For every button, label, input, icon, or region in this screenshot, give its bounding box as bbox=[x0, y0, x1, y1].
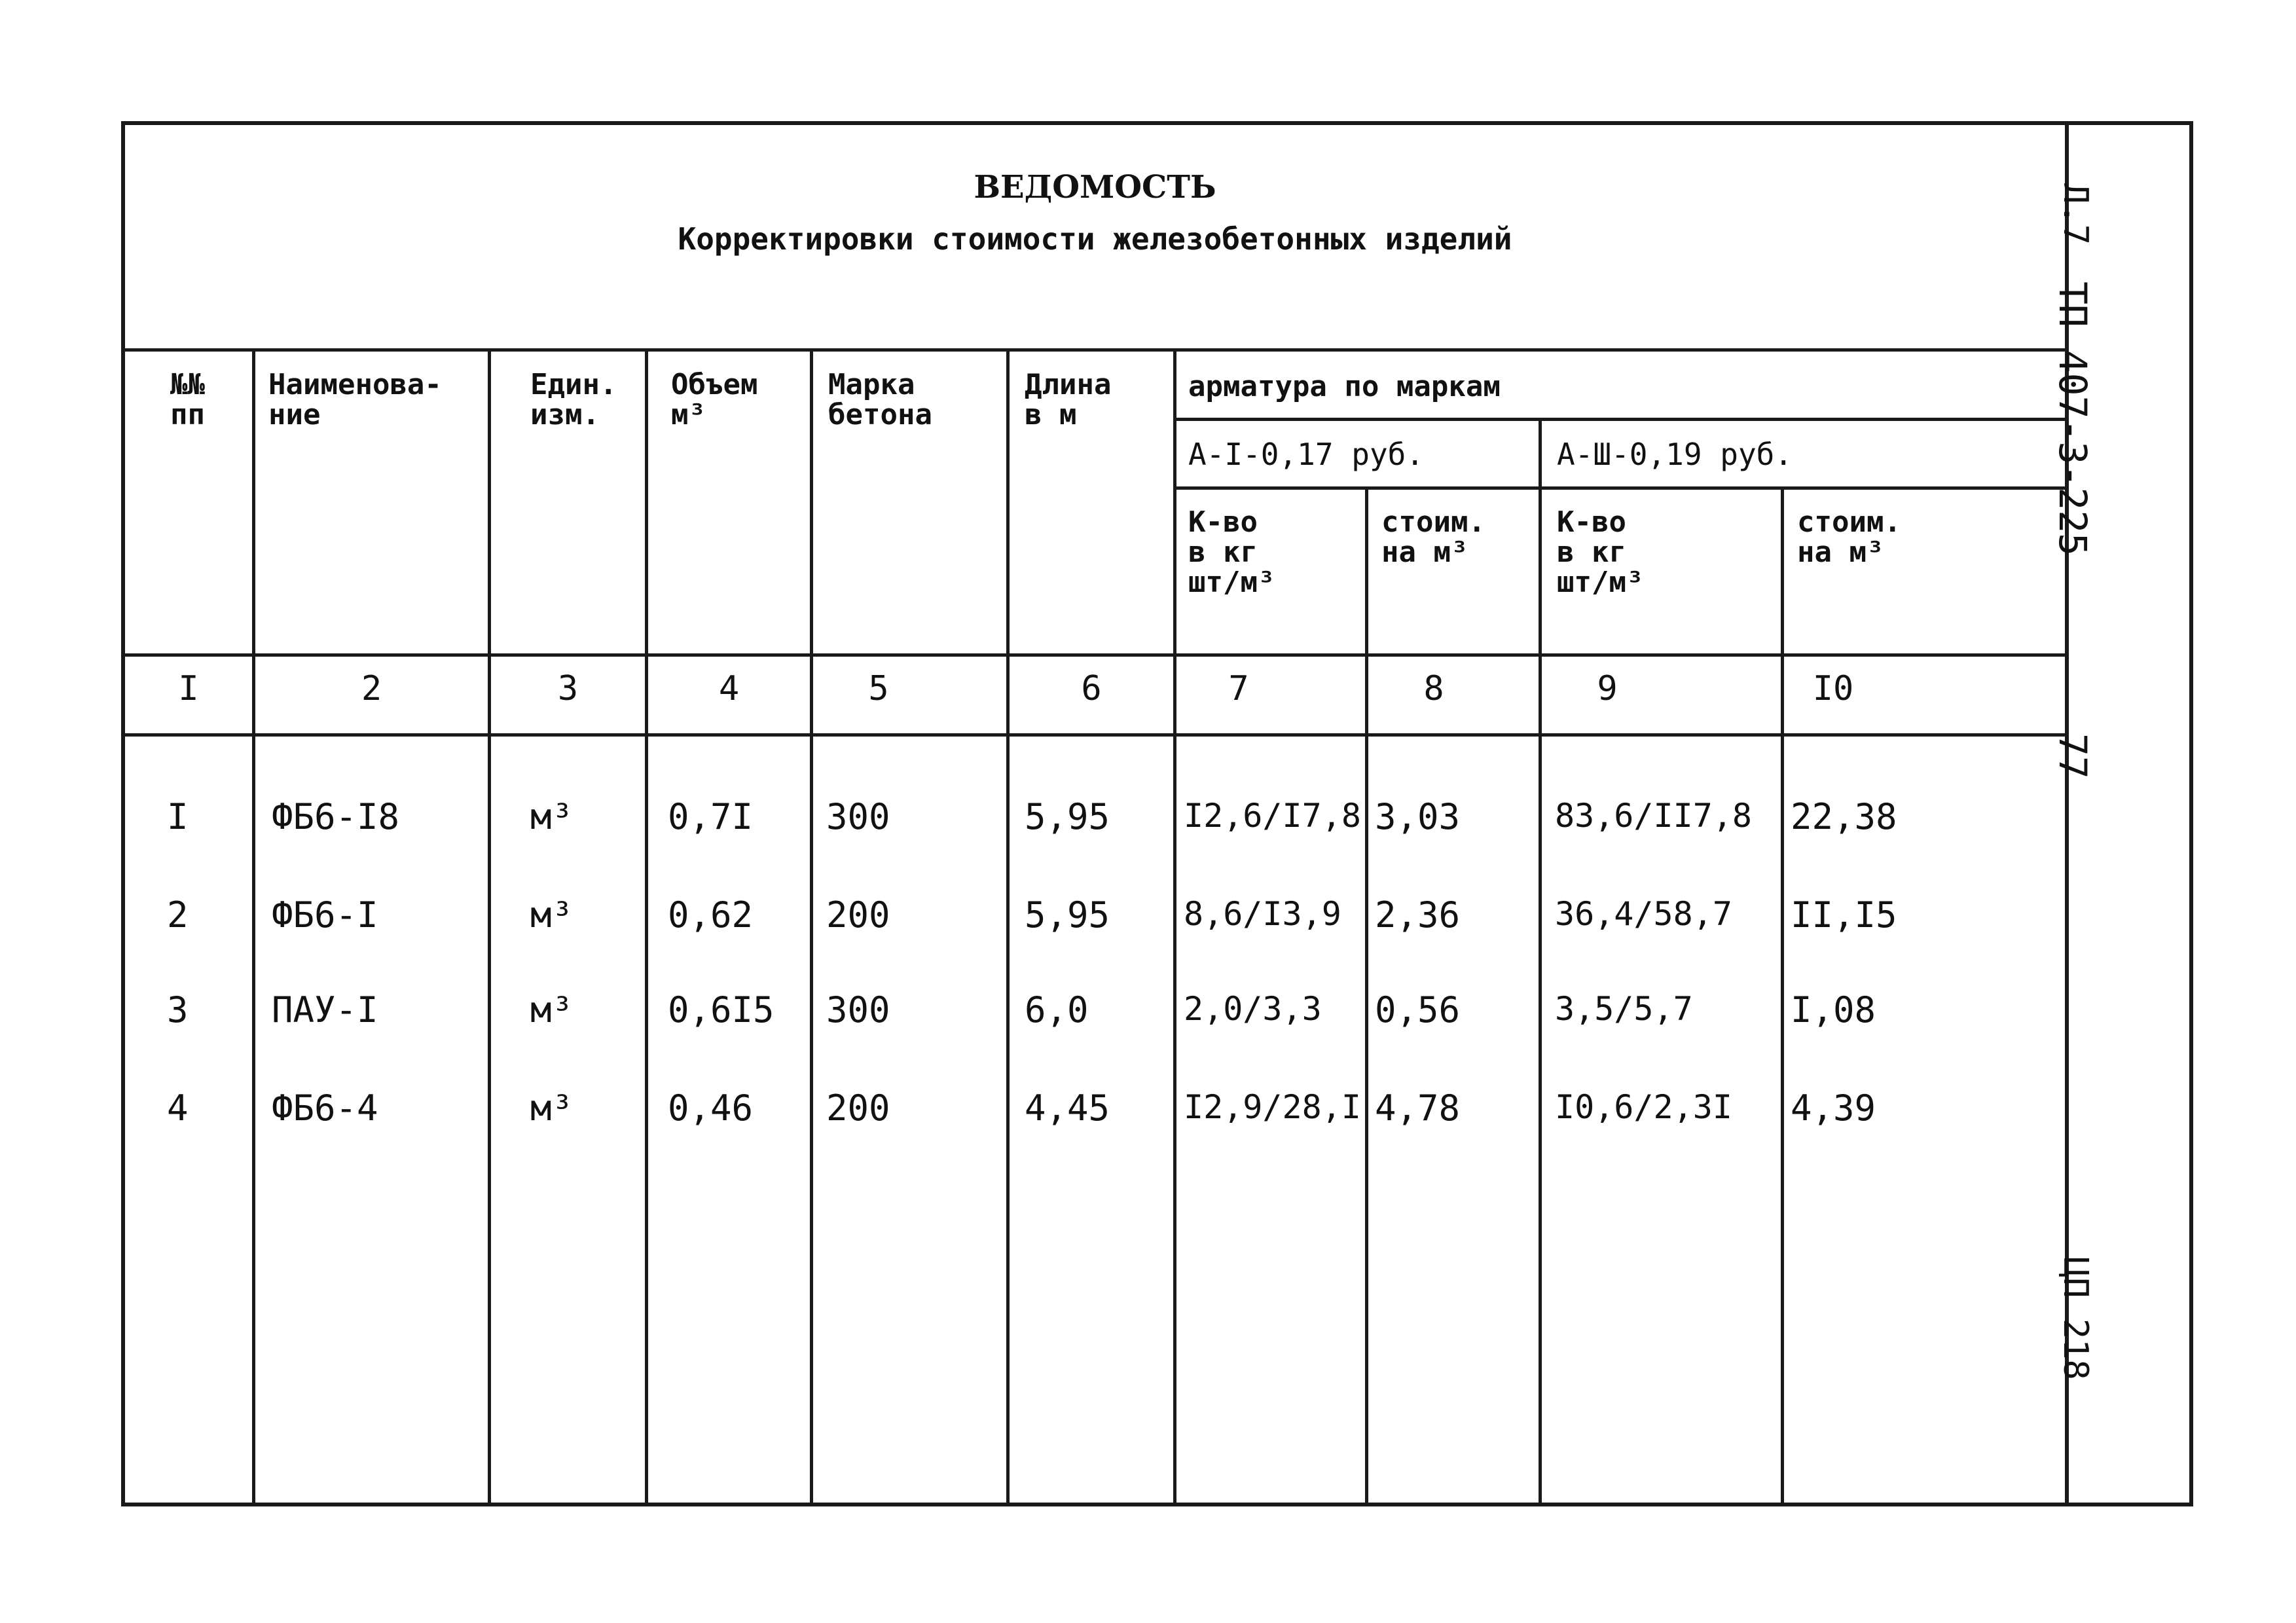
row-number: I bbox=[167, 796, 189, 837]
document-title: ВЕДОМОСТЬ bbox=[974, 169, 1216, 206]
rebar-a3-cost: I,08 bbox=[1791, 989, 1876, 1030]
product-name: ФБ6-I8 bbox=[272, 796, 400, 837]
group-sub-line bbox=[1173, 418, 2065, 421]
header-rebar-group: арматура по маркам bbox=[1188, 370, 1501, 403]
header-unit: Един. изм. bbox=[530, 368, 617, 432]
header-qty-a3: К-во в кг шт/м³ bbox=[1557, 505, 1644, 600]
volume: 0,6I5 bbox=[668, 989, 774, 1030]
length: 4,45 bbox=[1025, 1087, 1110, 1129]
unit: м³ bbox=[530, 894, 574, 936]
header-rebar-a1: А-I-0,17 руб. bbox=[1188, 437, 1425, 472]
rebar-a1-qty: 8,6/I3,9 bbox=[1184, 895, 1341, 933]
header-cost-a1: стоим. на м³ bbox=[1381, 505, 1485, 570]
rebar-a1-qty: 2,0/3,3 bbox=[1184, 990, 1322, 1028]
document-code: ТП 407-3-225 bbox=[2050, 282, 2095, 556]
rebar-a1-cost: 2,36 bbox=[1375, 894, 1461, 936]
unit: м³ bbox=[530, 796, 574, 837]
rebar-a1-cost: 3,03 bbox=[1375, 796, 1461, 837]
col-divider-3 bbox=[645, 348, 648, 1503]
page-number: 77 bbox=[2050, 733, 2095, 779]
row-number: 3 bbox=[167, 989, 189, 1030]
product-name: ПАУ-I bbox=[272, 989, 378, 1030]
row-number: 4 bbox=[167, 1087, 189, 1129]
product-name: ФБ6-I bbox=[272, 894, 378, 936]
rebar-a1-qty: I2,6/I7,8 bbox=[1184, 797, 1361, 835]
col-divider-6 bbox=[1173, 348, 1176, 1503]
rebar-a3-cost: II,I5 bbox=[1791, 894, 1897, 936]
col-divider-1 bbox=[252, 348, 255, 1503]
header-rebar-a3: А-Ш-0,19 руб. bbox=[1557, 437, 1793, 472]
rebar-a1-qty: I2,9/28,I bbox=[1184, 1088, 1361, 1126]
volume: 0,62 bbox=[668, 894, 754, 936]
rebar-a1-cost: 4,78 bbox=[1375, 1087, 1461, 1129]
column-number: I bbox=[178, 669, 199, 708]
col-divider-2 bbox=[488, 348, 491, 1503]
unit: м³ bbox=[530, 1087, 574, 1129]
column-number: 7 bbox=[1228, 669, 1249, 708]
column-number: 2 bbox=[361, 669, 382, 708]
header-length: Длина в м bbox=[1025, 368, 1112, 432]
rebar-a3-qty: 3,5/5,7 bbox=[1555, 990, 1693, 1028]
row-number: 2 bbox=[167, 894, 189, 936]
col-divider-5 bbox=[1006, 348, 1010, 1503]
header-cost-a3: стоим. на м³ bbox=[1797, 505, 1901, 570]
unit: м³ bbox=[530, 989, 574, 1030]
column-number: 4 bbox=[718, 669, 740, 708]
length: 5,95 bbox=[1025, 894, 1110, 936]
rebar-a3-qty: 36,4/58,7 bbox=[1555, 895, 1732, 933]
column-number: I0 bbox=[1812, 669, 1854, 708]
sub-header-line bbox=[1173, 486, 2065, 490]
rebar-a3-cost: 4,39 bbox=[1791, 1087, 1876, 1129]
header-name: Наименова- ние bbox=[268, 368, 442, 432]
column-number: 3 bbox=[557, 669, 579, 708]
header-top-line bbox=[125, 348, 2065, 352]
header-number: №№ пп bbox=[170, 368, 205, 432]
index-row-line bbox=[125, 733, 2065, 737]
sheet-label: Л.7 bbox=[2056, 183, 2095, 245]
volume: 0,7I bbox=[668, 796, 754, 837]
concrete-grade: 300 bbox=[826, 989, 890, 1030]
header-concrete-grade: Марка бетона bbox=[828, 368, 932, 432]
col-divider-4 bbox=[810, 348, 813, 1503]
stamp-code: ЦП 218 bbox=[2056, 1257, 2095, 1380]
document-subtitle: Корректировки стоимости железобетонных изделий bbox=[678, 221, 1512, 257]
length: 6,0 bbox=[1025, 989, 1089, 1030]
length: 5,95 bbox=[1025, 796, 1110, 837]
rebar-a3-qty: 83,6/II7,8 bbox=[1555, 797, 1753, 835]
header-volume: Объем м³ bbox=[671, 368, 758, 432]
volume: 0,46 bbox=[668, 1087, 754, 1129]
column-number: 6 bbox=[1081, 669, 1102, 708]
column-number: 8 bbox=[1423, 669, 1444, 708]
header-bottom-line bbox=[125, 653, 2065, 657]
column-number: 5 bbox=[868, 669, 889, 708]
column-number: 9 bbox=[1597, 669, 1618, 708]
product-name: ФБ6-4 bbox=[272, 1087, 378, 1129]
concrete-grade: 200 bbox=[826, 894, 890, 936]
col-divider-7 bbox=[1365, 486, 1368, 1503]
col-divider-9 bbox=[1781, 486, 1784, 1503]
rebar-a3-cost: 22,38 bbox=[1791, 796, 1897, 837]
concrete-grade: 200 bbox=[826, 1087, 890, 1129]
rebar-a1-cost: 0,56 bbox=[1375, 989, 1461, 1030]
col-divider-8 bbox=[1539, 418, 1542, 1503]
concrete-grade: 300 bbox=[826, 796, 890, 837]
header-qty-a1: К-во в кг шт/м³ bbox=[1188, 505, 1275, 600]
rebar-a3-qty: I0,6/2,3I bbox=[1555, 1088, 1732, 1126]
